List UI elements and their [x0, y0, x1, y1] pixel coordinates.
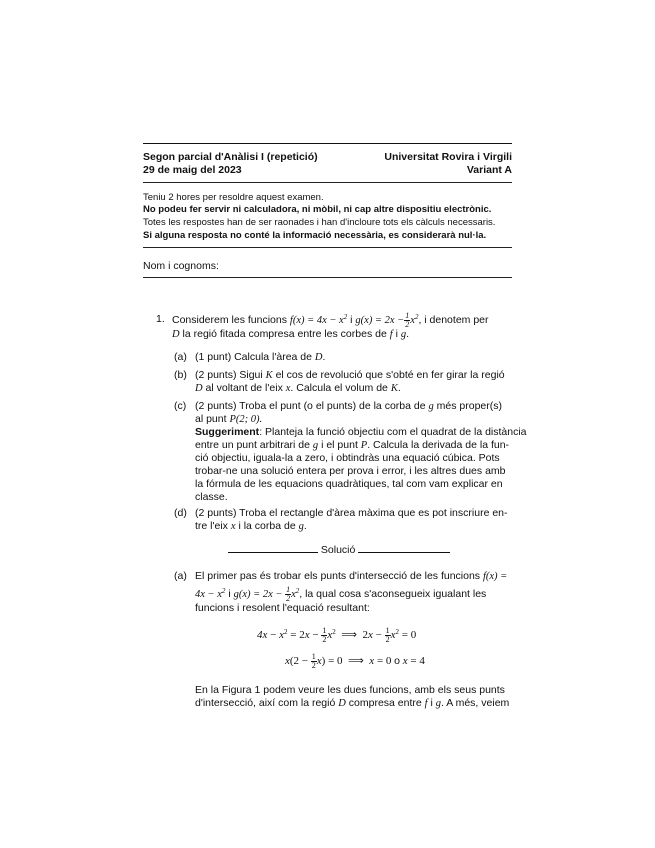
part-b-label: (b) — [174, 369, 187, 381]
var-g: g — [400, 329, 407, 340]
part-b-K2: K — [390, 383, 398, 394]
intro-text-b: i — [350, 313, 353, 326]
g-fraction: $\frac{1}{2}$ — [405, 311, 410, 329]
exam-title: Segon parcial d'Anàlisi I (repetició) — [143, 151, 318, 163]
part-b-t4: . Calcula el volum de — [290, 382, 388, 394]
solution-rule-right — [358, 544, 450, 553]
header-bottom-rule — [143, 182, 512, 183]
part-d-g: g — [298, 521, 304, 532]
g-definition: g(x) = 2x − $\frac{1}{2}$ $x^2$ — [355, 311, 419, 329]
university-name: Universitat Rovira i Virgili — [384, 151, 512, 163]
part-c-t2: més proper(s) — [436, 400, 503, 412]
sol-a-frac: $\frac{1}{2}$ — [286, 585, 291, 603]
sol-a-f: f(x) = — [482, 571, 508, 582]
part-a-body: (1 punt) Calcula l'àrea de — [195, 351, 312, 363]
part-c-point: P(2; 0). — [229, 414, 263, 425]
part-c-hint-line3: ció objectiu, iguala-la a zero, i obtindràs una equació cúbica. Pots — [195, 452, 500, 464]
part-b-t3: al voltant de l'eix — [205, 382, 283, 394]
part-a-label: (a) — [174, 351, 187, 363]
part-b-x: x — [285, 383, 291, 394]
part-c-hint-line4: trobar-ne una solució entera per prova i error, i les altres dues amb — [195, 465, 506, 477]
para-D: D — [338, 698, 346, 709]
var-f: f — [389, 329, 393, 340]
sol-a-label: (a) — [174, 570, 187, 582]
part-c-hint-line6: classe. — [195, 491, 228, 503]
instruction-null: Si alguna resposta no conté la informació necessària, es considerarà nul·la. — [143, 230, 487, 241]
instructions-rule — [143, 247, 512, 248]
equation-1: $4x - x^2 = 2x$ − $\frac{1}{2}$ $x^2$ ⟹ 2x − $\frac{1}{2}$ $x^2 = 0$ — [257, 626, 417, 644]
name-field-rule — [143, 277, 512, 278]
part-d-x: x — [230, 521, 236, 532]
f-definition: $f(x) = 4x - x^2$ — [289, 312, 348, 326]
part-b-t1: (2 punts) Sigui — [195, 369, 263, 381]
part-b-t2: el cos de revolució que s'obté en fer girar la regió — [275, 369, 505, 381]
problem-number: 1. — [156, 313, 165, 325]
hint-P: P — [360, 440, 368, 451]
sol-a-t1: El primer pas és trobar els punts d'intersecció de les funcions — [195, 570, 481, 582]
sol-a-line1 — [195, 569, 507, 584]
problem-intro-line2: D la regió fitada compresa entre les corbes de f i g. — [172, 328, 409, 340]
exam-variant: Variant A — [466, 164, 512, 176]
part-d-line2: tre l'eix x i la corba de g. — [195, 520, 307, 532]
intro-text-a: Considerem les funcions — [172, 313, 287, 326]
hint-g: g — [312, 440, 319, 451]
header-top-rule — [143, 143, 512, 144]
sol-a-g: g(x) = 2x − $\frac{1}{2}$ $x^2$ — [233, 585, 300, 603]
para-2c: i — [430, 697, 433, 709]
part-d-t2: tre l'eix — [195, 520, 228, 532]
part-a-D: D — [314, 352, 323, 363]
intro-text-d: la regió fitada compresa entre les corbes de — [182, 328, 387, 340]
para-2d: . A més, veiem — [441, 697, 510, 709]
hint-1: : Planteja la funció objectiu com el quadrat de la distància — [259, 426, 527, 438]
intro-text-c: , i denotem per — [418, 313, 489, 326]
sol-a-f-rhs: $4x - x^2$ — [195, 586, 226, 600]
part-a-text: (1 punt) Calcula l'àrea de D. — [195, 351, 326, 363]
sol-para-line2 — [195, 696, 509, 711]
part-b-line2: D al voltant de l'eix x. Calcula el volum de K. — [195, 382, 401, 394]
part-b-D: D — [195, 383, 203, 394]
para-2b: compresa entre — [348, 697, 422, 709]
para-f: f — [424, 698, 428, 709]
equation-2: x(2 − $\frac{1}{2}$ x) = 0 ⟹ x = 0 o x = 4 — [285, 652, 425, 670]
part-b-K: K — [265, 370, 273, 381]
instruction-devices: No podeu fer servir ni calculadora, ni mòbil, ni cap altre dispositiu electrònic. — [143, 204, 492, 215]
part-c-hint-line5: la fórmula de les equacions quadràtiques, tal com vam explicar en — [195, 478, 503, 490]
solution-heading — [228, 543, 450, 557]
sol-para-line1: En la Figura 1 podem veure les dues funcions, amb els seus punts — [195, 684, 505, 696]
part-c-g: g — [428, 401, 434, 412]
part-c-t1: (2 punts) Troba el punt (o el punts) de la corba de — [195, 400, 426, 412]
part-d-label: (d) — [174, 507, 187, 519]
part-d-line1: (2 punts) Troba el rectangle d'àrea màxima que es pot inscriure en- — [195, 507, 508, 519]
solution-title: Solució — [320, 544, 356, 556]
part-c-t3: al punt — [195, 413, 227, 425]
part-c-hint-line1 — [195, 425, 527, 439]
sol-a-line2: $4x - x^2$ i g(x) = 2x − $\frac{1}{2}$ $x^2$, la qual cosa s'aconsegueix igualant les — [195, 585, 487, 603]
f-expr: f(x) = 4x − x — [289, 314, 344, 326]
sol-a-t2: , la qual cosa s'aconsegueix igualant les — [299, 587, 487, 600]
instruction-reasoning: Totes les respostes han de ser raonades i han d'incloure tots els càlculs necessaris. — [143, 217, 496, 228]
instruction-time: Teniu 2 hores per resoldre aquest examen. — [143, 192, 324, 203]
part-c-label: (c) — [174, 400, 187, 412]
intro-text-e: i — [395, 328, 398, 340]
para-g: g — [435, 698, 441, 709]
part-d-t3: i la corba de — [238, 520, 296, 532]
hint-2c: . Calcula la derivada de la fun- — [367, 439, 510, 451]
hint-label: Suggeriment — [195, 426, 260, 438]
hint-2b: i el punt — [321, 439, 358, 451]
region-d: D — [172, 329, 180, 340]
or-word: o — [394, 655, 400, 668]
exam-date: 29 de maig del 2023 — [143, 164, 242, 176]
name-label: Nom i cognoms: — [143, 260, 219, 272]
para-2a: d'intersecció, així com la regió — [195, 697, 336, 709]
g-expr: g(x) = 2x − — [355, 314, 405, 326]
hint-2a: entre un punt arbitrari de — [195, 439, 310, 451]
solution-rule-left — [228, 544, 318, 553]
sol-a-line3: funcions i resolent l'equació resultant: — [195, 602, 370, 614]
